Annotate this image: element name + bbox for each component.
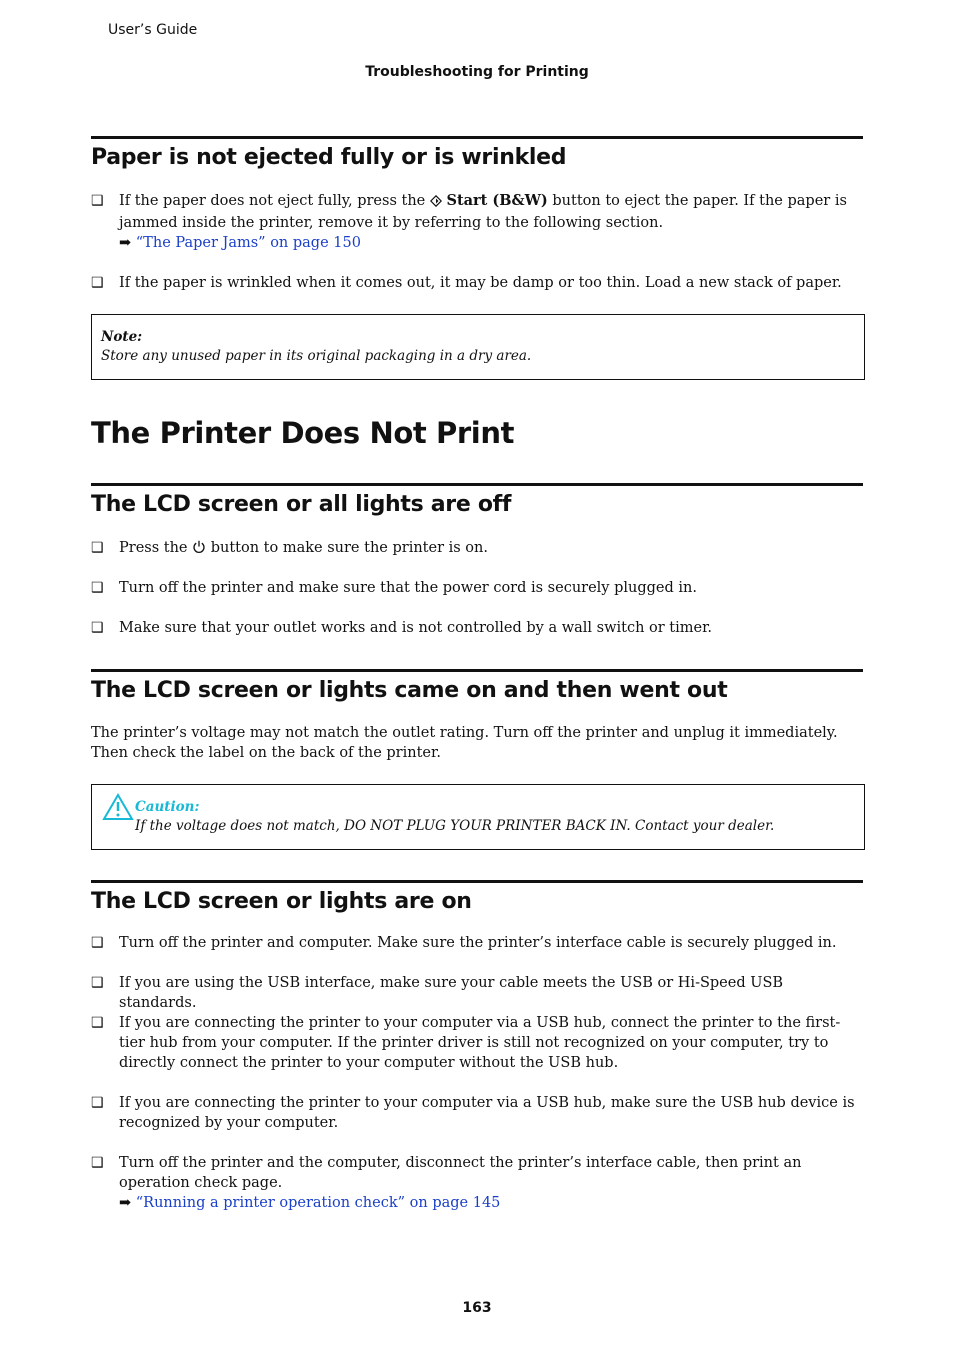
arrow-right-icon: ➡ [119, 235, 132, 251]
checkbox-bullet-icon: ❑ [91, 540, 104, 556]
list-item: ❑ If the paper does not eject fully, press the Start (B&W) button to eject the paper. If the paper is jammed inside the printer, remove it by referring to the following section. ➡ “The Paper Jams” on page 150 [91, 192, 847, 251]
list-item: ❑ Turn off the printer and make sure that the power cord is securely plugged in. [91, 580, 697, 596]
list-item: ❑ Turn off the printer and computer. Make sure the printer’s interface cable is securely plugged in. [91, 935, 837, 951]
caution-text: If the voltage does not match, DO NOT PLUG YOUR PRINTER BACK IN. Contact your dealer. [135, 818, 775, 834]
running-head: User’s Guide [108, 22, 198, 38]
link-operation-check[interactable]: “Running a printer operation check” on page 145 [135, 1195, 501, 1211]
list-item: ❑ Turn off the printer and the computer, disconnect the printer’s interface cable, then print an operation check page. ➡ “Running a printer operation check” on page 145 [91, 1155, 802, 1211]
list-item: ❑ If you are connecting the printer to your computer via a USB hub, connect the printer to the first-tier hub from your computer. If the printer driver is still not recognized on your computer, try to directly connect the printer to your computer without the USB hub. [91, 1015, 841, 1071]
caution-label: Caution: [135, 799, 200, 815]
checkbox-bullet-icon: ❑ [91, 620, 104, 636]
checkbox-bullet-icon: ❑ [91, 580, 104, 596]
chapter-title: Troubleshooting for Printing [365, 64, 589, 80]
checkbox-bullet-icon: ❑ [91, 1095, 104, 1111]
checkbox-bullet-icon: ❑ [91, 1015, 104, 1031]
note-box [91, 314, 865, 380]
link-paper-jams[interactable]: “The Paper Jams” on page 150 [135, 235, 361, 251]
section-title-went-out: The LCD screen or lights came on and then went out [91, 669, 863, 703]
note-text: Store any unused paper in its original packaging in a dry area. [101, 348, 532, 364]
note-label: Note: [101, 329, 143, 345]
section-title-lights-off: The LCD screen or all lights are off [91, 483, 863, 517]
diamond-start-icon [430, 193, 442, 213]
list-item: ❑ Press the button to make sure the printer is on. [91, 538, 863, 560]
list-item: ❑ If you are connecting the printer to your computer via a USB hub, make sure the USB hub device is recognized by your computer. [91, 1095, 855, 1131]
arrow-right-icon: ➡ [119, 1195, 132, 1211]
page-title: The Printer Does Not Print [91, 416, 515, 450]
list-item: ❑ Make sure that your outlet works and is not controlled by a wall switch or timer. [91, 620, 713, 636]
checkbox-bullet-icon: ❑ [91, 1155, 104, 1171]
section-title-lights-on: The LCD screen or lights are on [91, 880, 863, 914]
checkbox-bullet-icon: ❑ [91, 193, 104, 209]
list-item: ❑ If you are using the USB interface, make sure your cable meets the USB or Hi-Speed USB standards. [91, 975, 784, 1011]
page-number: 163 [462, 1300, 492, 1316]
list-item: ❑ If the paper is wrinkled when it comes out, it may be damp or too thin. Load a new stack of paper. [91, 275, 842, 291]
section-title-ejected: Paper is not ejected fully or is wrinkled [91, 136, 863, 170]
checkbox-bullet-icon: ❑ [91, 275, 104, 291]
caution-box [91, 784, 865, 850]
caution-triangle-icon [102, 793, 134, 825]
body-paragraph: The printer’s voltage may not match the outlet rating. Turn off the printer and unplug it immediately. Then check the label on the back of the printer. [91, 725, 838, 761]
checkbox-bullet-icon: ❑ [91, 975, 104, 991]
checkbox-bullet-icon: ❑ [91, 935, 104, 951]
power-icon [192, 540, 206, 560]
